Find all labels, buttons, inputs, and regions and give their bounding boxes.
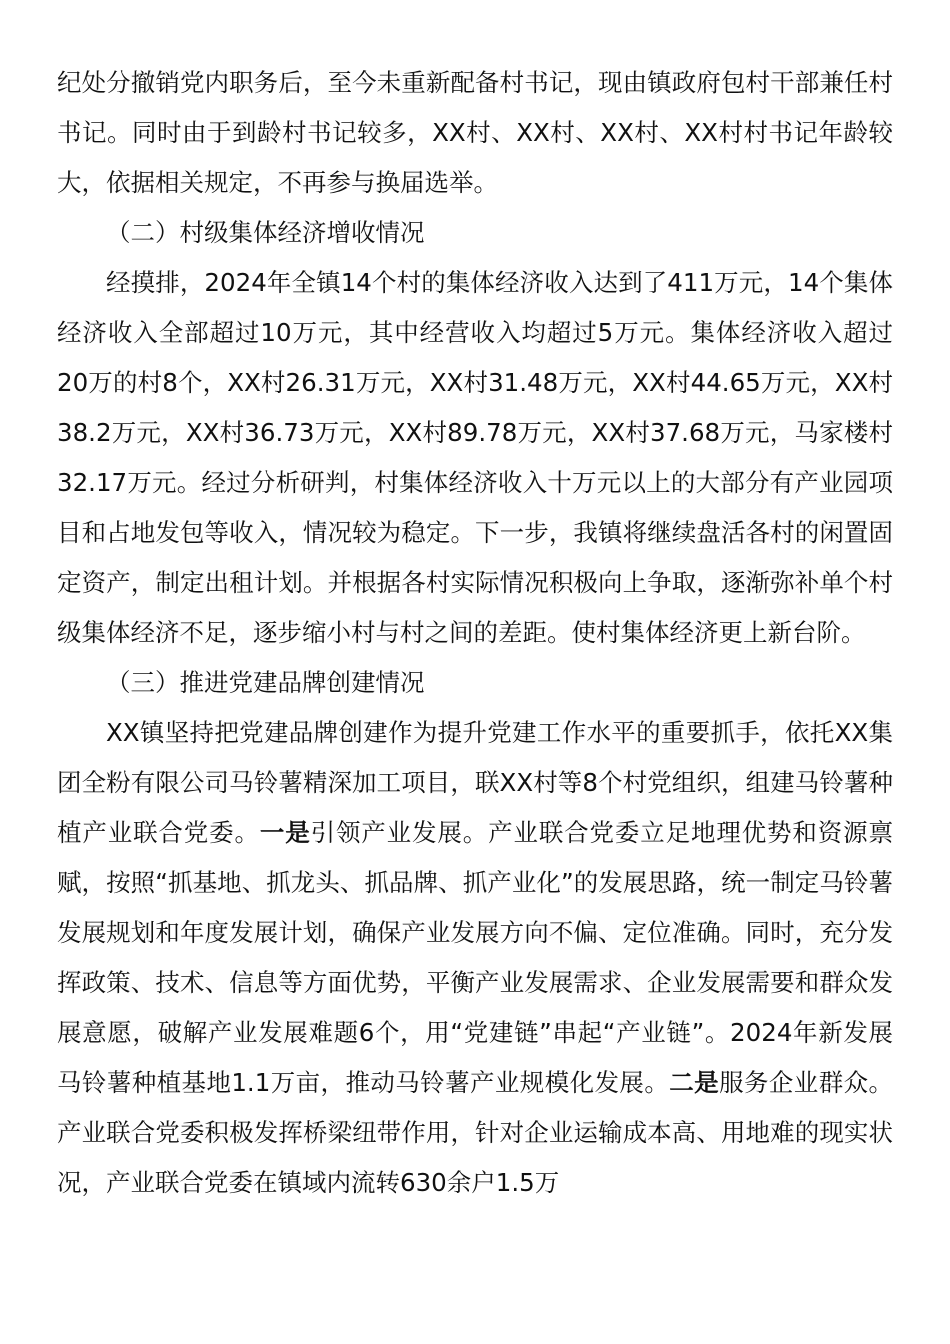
bold-marker-second: 二是 (669, 1068, 720, 1097)
paragraph-intro: XX镇坚持把党建品牌创建作为提升党建工作水平的重要抓手，依托XX集团全粉有限公司马铃薯精深加工项目，联XX村等8个村党组织，组建马铃薯种植产业联合党委。 (57, 718, 893, 847)
paragraph-continuation: 纪处分撤销党内职务后，至今未重新配备村书记，现由镇政府包村干部兼任村书记。同时由于到龄村书记较多，XX村、XX村、XX村、XX村村书记年龄较大，依据相关规定，不再参与换届选举。 (57, 68, 893, 197)
section-heading-2: （二）村级集体经济增收情况 (106, 218, 425, 247)
paragraph-party-brand (57, 708, 893, 1208)
bold-marker-first: 一是 (259, 818, 311, 847)
paragraph-collective-economy: 经摸排，2024年全镇14个村的集体经济收入达到了411万元，14个集体经济收入全部超过10万元，其中经营收入均超过5万元。集体经济收入超过20万的村8个，XX村26.31万元，XX村31.48万元，XX村44.65万元，XX村38.2万元，XX村36.73万元，XX村89.78万元，XX村37.68万元，马家楼村32.17万元。经过分析研判，村集体经济收入十万元以上的大部分有产业园项目和占地发包等收入，情况较为稳定。下一步，我镇将继续盘活各村的闲置固定资产，制定出租计划。并根据各村实际情况积极向上争取，逐渐弥补单个村级集体经济不足，逐步缩小村与村之间的差距。使村集体经济更上新台阶。 (57, 268, 893, 647)
paragraph-part-first: 引领产业发展。产业联合党委立足地理优势和资源禀赋，按照“抓基地、抓龙头、抓品牌、抓产业化”的发展思路，统一制定马铃薯发展规划和年度发展计划，确保产业发展方向不偏、定位准确。同时，充分发挥政策、技术、信息等方面优势，平衡产业发展需求、企业发展需要和群众发展意愿，破解产业发展难题6个，用“党建链”串起“产业链”。2024年新发展马铃薯种植基地1.1万亩，推动马铃薯产业规模化发展。 (57, 818, 893, 1097)
document-page (57, 58, 893, 1208)
paragraph-part-second: 服务企业群众。产业联合党委积极发挥桥梁纽带作用，针对企业运输成本高、用地难的现实状况，产业联合党委在镇域内流转630余户1.5万 (57, 1068, 894, 1197)
section-heading-3: （三）推进党建品牌创建情况 (106, 668, 425, 697)
